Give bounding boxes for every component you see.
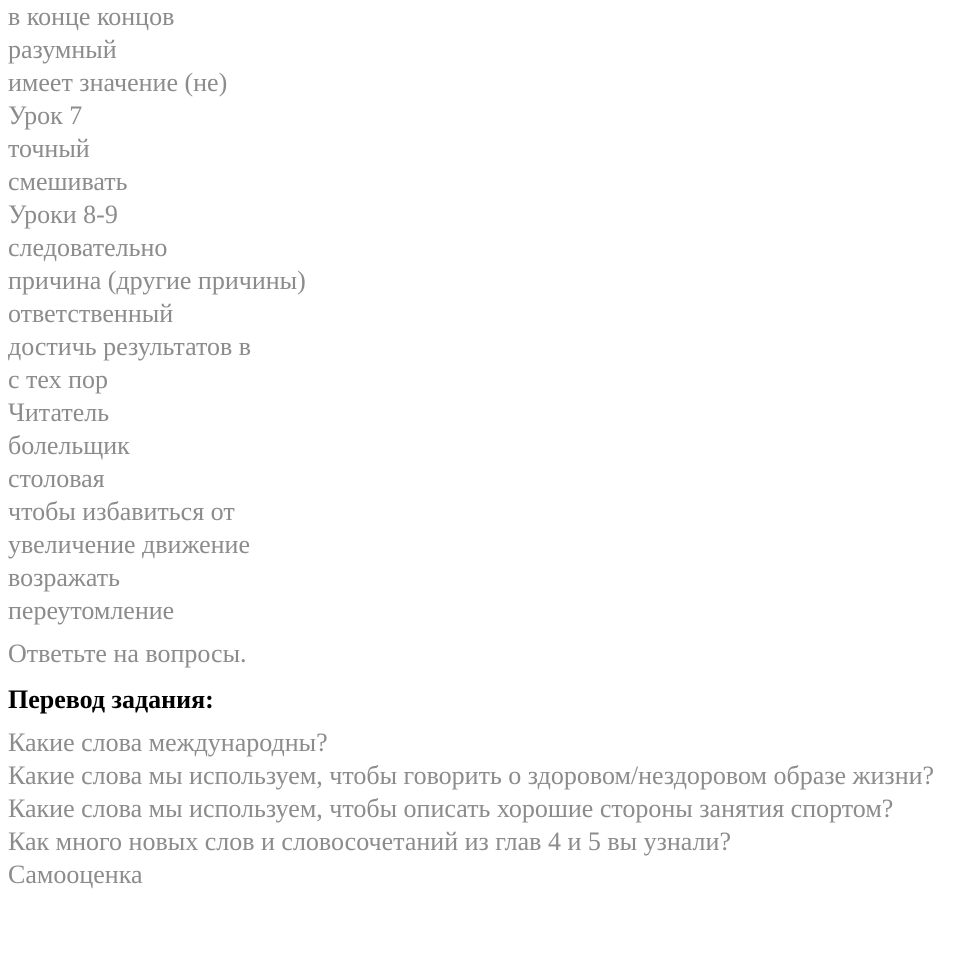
vocab-item: возражать xyxy=(8,563,120,592)
vocab-item: разумный xyxy=(8,35,117,64)
vocab-item: столовая xyxy=(8,464,105,493)
vocab-item: переутомление xyxy=(8,596,175,625)
translation-heading: Перевод задания: xyxy=(8,685,214,714)
translation-block xyxy=(8,726,950,891)
vocabulary-list xyxy=(8,0,950,627)
vocab-item: следовательно xyxy=(8,233,168,262)
vocab-item: достичь результатов в xyxy=(8,332,252,361)
vocab-item: смешивать xyxy=(8,167,128,196)
translation-question: Какие слова мы используем, чтобы описать хорошие стороны занятия спортом? xyxy=(8,794,894,823)
lesson-label: Уроки 8-9 xyxy=(8,200,118,229)
vocab-item: Читатель xyxy=(8,398,110,427)
vocab-item: болельщик xyxy=(8,431,130,460)
translation-question: Какие слова международны? xyxy=(8,728,328,757)
lesson-label: Урок 7 xyxy=(8,101,83,130)
translation-question: Как много новых слов и словосочетаний из глав 4 и 5 вы узнали? xyxy=(8,827,731,856)
task-prompt: Ответьте на вопросы. xyxy=(8,639,247,668)
vocab-item: увеличение движение xyxy=(8,530,250,559)
vocab-item: точный xyxy=(8,134,90,163)
translation-question: Какие слова мы используем, чтобы говорить о здоровом/нездоровом образе жизни? xyxy=(8,761,935,790)
vocab-item: ответственный xyxy=(8,299,174,328)
vocab-item: с тех пор xyxy=(8,365,109,394)
vocab-item: имеет значение (не) xyxy=(8,68,228,97)
vocab-item: чтобы избавиться от xyxy=(8,497,235,526)
vocab-item: причина (другие причины) xyxy=(8,266,306,295)
document-page xyxy=(8,0,950,891)
vocab-item: в конце концов xyxy=(8,2,175,31)
self-assessment-label: Самооценка xyxy=(8,860,143,889)
